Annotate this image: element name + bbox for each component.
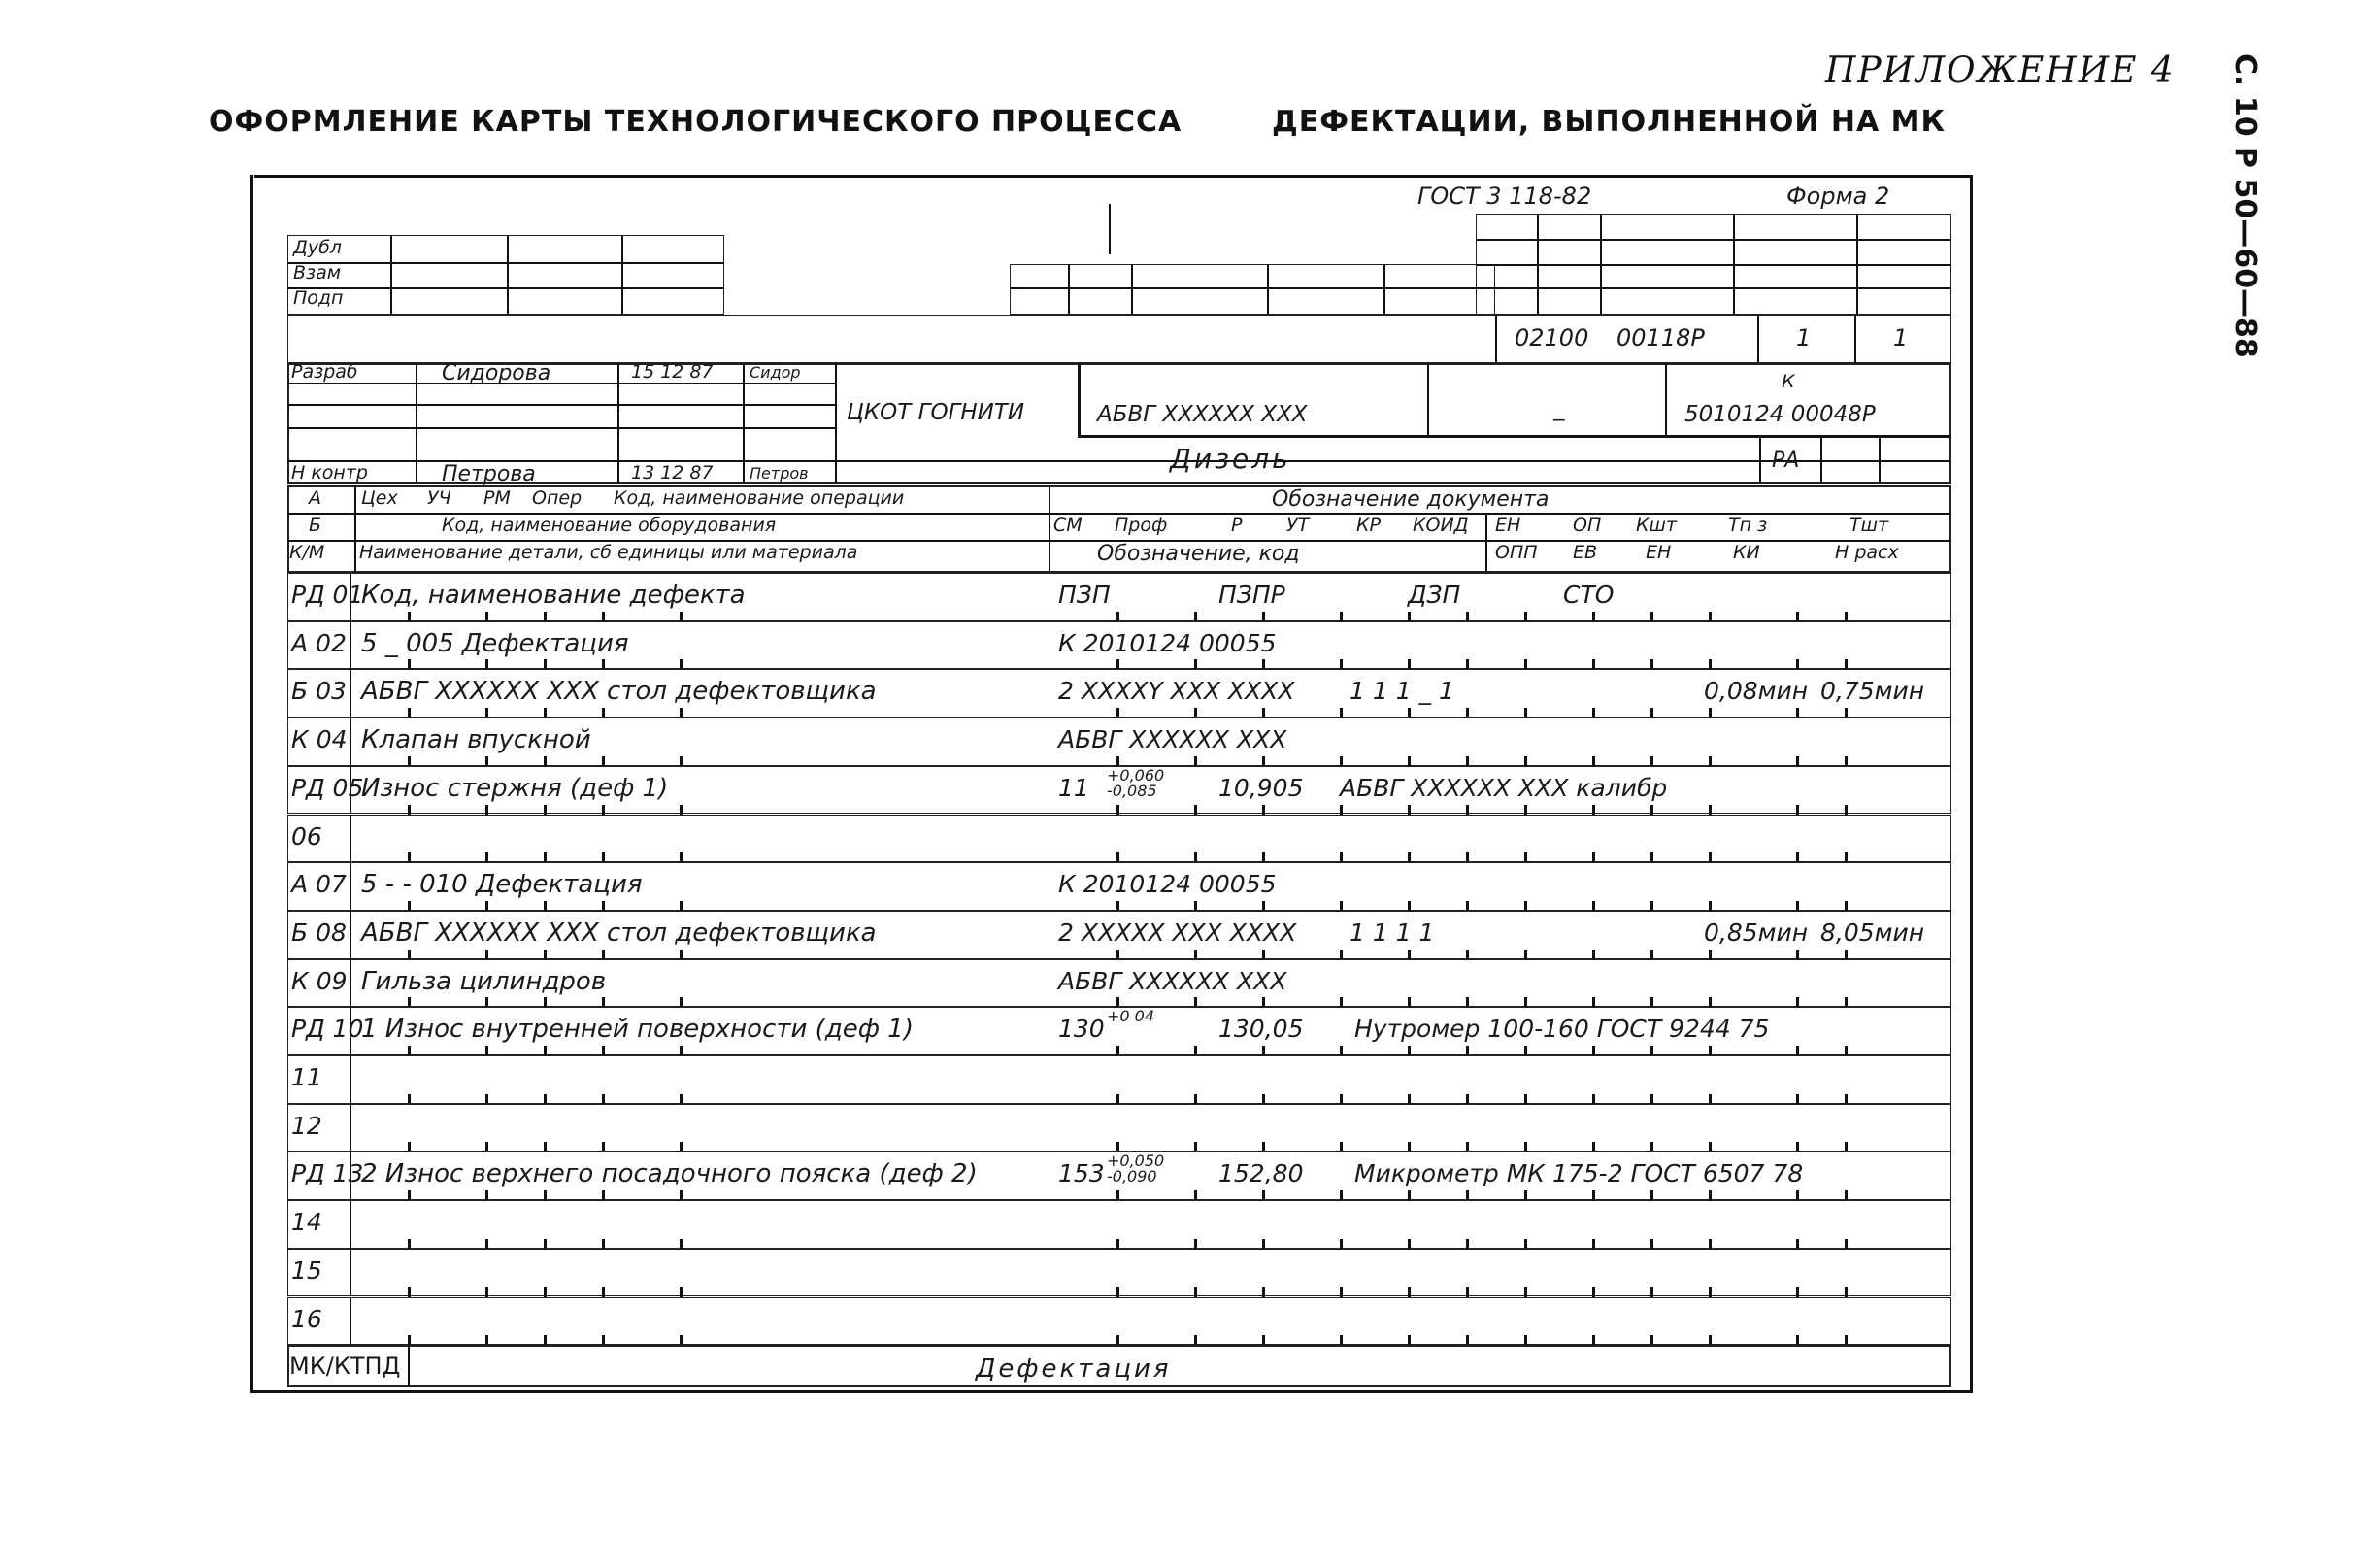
row-col-4: СТО [1563, 581, 1615, 609]
col-document: Обозначение документа [1272, 487, 1550, 512]
row-number: РД 10 [291, 1015, 364, 1044]
col-koid: КОИД [1413, 515, 1469, 536]
row-number: А 07 [291, 870, 347, 899]
row-number: РД 05 [291, 773, 364, 802]
row-col-1: 130 [1058, 1015, 1105, 1044]
col-ki: КИ [1733, 542, 1760, 563]
row-col-2: 1 1 1 1 [1350, 917, 1435, 947]
k-label: К [1782, 371, 1795, 392]
col-sm: СМ [1053, 515, 1083, 536]
stamp-block [287, 235, 724, 315]
row-number: 06 [291, 821, 322, 851]
col-km: К/М [289, 542, 325, 563]
stamp-label-podp: Подп [293, 287, 344, 309]
razrab-signature: Сидор [750, 363, 801, 382]
sheet-b: 1 [1893, 324, 1909, 351]
row-col-1: К 2010124 00055 [1058, 870, 1277, 899]
row-number: 15 [291, 1255, 322, 1284]
row-main-text: АБВГ XXXXXX XXX стол дефектовщика [361, 917, 877, 948]
detail-code: 5010124 00048Р [1684, 402, 1876, 427]
stamp-label-dubl: Дубл [293, 237, 342, 258]
nkontr-signature: Петров [750, 464, 809, 483]
nkontr-date: 13 12 87 [631, 462, 714, 484]
row-number: 12 [291, 1111, 322, 1140]
col-operation-name: Код, наименование операции [614, 487, 905, 509]
row-col-3: 0,08мин [1704, 677, 1809, 706]
footer-title: Дефектация [976, 1354, 1172, 1384]
doc-code: 02100 [1515, 324, 1589, 351]
product-name: Дизель [1170, 443, 1291, 475]
col-en2: ЕН [1646, 542, 1672, 563]
col-oper: Опер [532, 487, 583, 509]
stamp-label-vzam: Взам [293, 262, 342, 284]
row-col-3: 0,85мин [1704, 917, 1809, 947]
row-col-1: АБВГ XXXXXX XXX [1058, 966, 1287, 995]
col-kcht: Кшт [1636, 515, 1677, 536]
table-row [287, 1055, 1951, 1104]
razrab-name: Сидорова [442, 361, 551, 385]
title-right: ДЕФЕКТАЦИИ, ВЫПОЛНЕННОЙ НА МК [1272, 105, 1947, 139]
row-col-3: ДЗП [1408, 581, 1461, 609]
row-tolerance: +0,060 -0,085 [1107, 765, 1165, 800]
frame-right [1970, 175, 1973, 1393]
row-main-text: 5 - - 010 Дефектация [361, 870, 643, 900]
col-prof: Проф [1115, 515, 1168, 536]
table-row [287, 1200, 1951, 1249]
row-number: А 02 [291, 628, 347, 657]
table-row [287, 815, 1951, 863]
table-row [287, 1297, 1951, 1346]
row-main-text: АБВГ XXXXXX XXX стол дефектовщика [361, 677, 877, 707]
row-tolerance: +0,050 -0,090 [1107, 1151, 1165, 1186]
row-main-text: Гильза цилиндров [361, 966, 607, 996]
col-part-name: Наименование детали, сб единицы или материала [359, 542, 858, 563]
col-op: ОП [1573, 515, 1602, 536]
row-number: К 04 [291, 725, 348, 754]
row-main-text: 1 Износ внутренней поверхности (деф 1) [361, 1015, 914, 1045]
row-number: Б 08 [291, 917, 347, 947]
col-en: ЕН [1495, 515, 1521, 536]
lit-code: РА [1772, 449, 1800, 473]
gost-label: ГОСТ 3 118-82 [1417, 183, 1592, 210]
col-tpz: Тп з [1728, 515, 1768, 536]
col-opp: ОПП [1495, 542, 1538, 563]
product-code: АБВГ XXXXXX XXX [1097, 402, 1308, 427]
organization: ЦКОТ ГОГНИТИ [847, 400, 1025, 425]
frame-top [254, 175, 1973, 178]
product-dash: _ [1553, 396, 1565, 421]
col-designation: Обозначение, код [1097, 542, 1300, 566]
table-row [287, 1249, 1951, 1297]
nkontr-label: Н контр [291, 462, 368, 484]
col-uch: УЧ [427, 487, 451, 509]
col-a: А [309, 487, 321, 509]
doc-number: 00118Р [1616, 324, 1705, 351]
row-col-2: 152,80 [1218, 1159, 1304, 1188]
row-col-3: Микрометр МК 175-2 ГОСТ 6507 78 [1354, 1159, 1804, 1188]
row-main-text: 2 Износ верхнего посадочного пояска (деф 2) [361, 1159, 978, 1189]
row-col-1: К 2010124 00055 [1058, 628, 1277, 657]
col-b: Б [309, 515, 322, 536]
col-ut: УТ [1286, 515, 1310, 536]
row-main-text: Код, наименование дефекта [361, 581, 746, 610]
row-main-text: 5 _ 005 Дефектация [361, 628, 629, 658]
row-number: РД 13 [291, 1159, 364, 1188]
row-col-2: 1 1 1 _ 1 [1350, 677, 1454, 706]
row-tolerance: +0 04 [1107, 1007, 1155, 1026]
col-shop: Цех [361, 487, 398, 509]
row-col-1: 11 [1058, 773, 1089, 802]
row-col-4: 0,75мин [1820, 677, 1925, 706]
form-number: Форма 2 [1786, 183, 1890, 210]
row-number: Б 03 [291, 677, 347, 706]
row-col-3: АБВГ XXXXXX XXX калибр [1340, 773, 1668, 802]
col-rm: РМ [483, 487, 511, 509]
title-left: ОФОРМЛЕНИЕ КАРТЫ ТЕХНОЛОГИЧЕСКОГО ПРОЦЕССА [209, 105, 1183, 139]
row-col-4: 8,05мин [1820, 917, 1925, 947]
table-row [287, 1104, 1951, 1152]
col-ev: ЕВ [1573, 542, 1598, 563]
row-number: 11 [291, 1063, 322, 1091]
razrab-date: 15 12 87 [631, 361, 714, 383]
row-number: 16 [291, 1304, 322, 1333]
nkontr-name: Петрова [442, 462, 536, 486]
row-number: РД 01 [291, 581, 364, 609]
sheet-a: 1 [1796, 324, 1812, 351]
row-col-2: 130,05 [1218, 1015, 1304, 1044]
mid-grid [1010, 264, 1495, 315]
col-r: Р [1231, 515, 1243, 536]
row-main-text: Износ стержня (деф 1) [361, 773, 669, 803]
row-col-1: 153 [1058, 1159, 1105, 1188]
col-kr: КР [1356, 515, 1381, 536]
appendix-label: ПРИЛОЖЕНИЕ 4 [1825, 50, 2176, 90]
row-col-1: 2 XXXXY XXX XXXX [1058, 677, 1295, 706]
row-col-1: 2 XXXXX XXX XXXX [1058, 917, 1297, 947]
col-nrash: Н расх [1835, 542, 1899, 563]
row-col-2: ПЗПР [1218, 581, 1285, 609]
row-main-text: Клапан впускной [361, 725, 591, 755]
frame-left [250, 175, 253, 1393]
row-col-1: ПЗП [1058, 581, 1111, 609]
row-number: 14 [291, 1208, 322, 1237]
frame-bottom [250, 1390, 1973, 1393]
razrab-label: Разраб [291, 361, 358, 383]
row-col-3: Нутромер 100-160 ГОСТ 9244 75 [1354, 1015, 1770, 1044]
col-tsht: Тшт [1849, 515, 1889, 536]
col-equipment: Код, наименование оборудования [442, 515, 777, 536]
row-number: К 09 [291, 966, 348, 995]
row-col-1: АБВГ XXXXXX XXX [1058, 725, 1287, 754]
page-reference: С. 10 Р 50—60—88 [2228, 53, 2262, 358]
footer-label: МК/КТПД [289, 1352, 401, 1380]
row-col-2: 10,905 [1218, 773, 1304, 802]
